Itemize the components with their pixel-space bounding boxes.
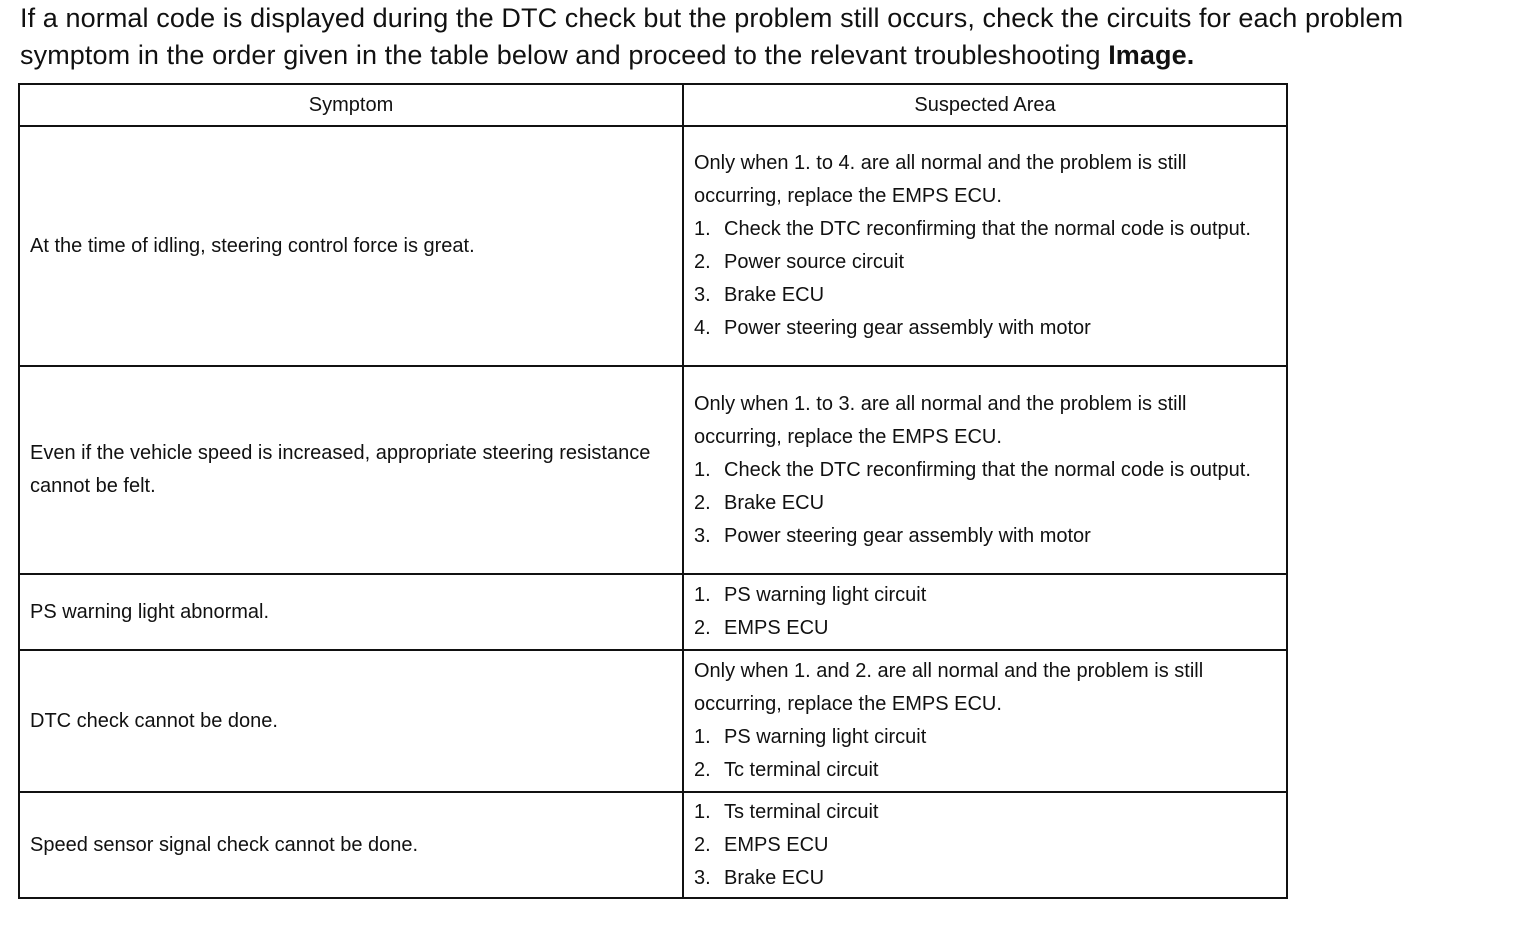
suspected-area-cell — [683, 792, 1287, 898]
item-text: Brake ECU — [724, 491, 825, 514]
symptom-table — [18, 83, 1288, 899]
table-row — [19, 574, 1287, 650]
list-item — [694, 213, 1276, 246]
suspected-area-cell — [683, 126, 1287, 366]
area-note: Only when 1. and 2. are all normal and the problem is still occurring, replace the EMPS ECU. — [694, 660, 1204, 715]
intro-text: If a normal code is displayed during the DTC check but the problem still occurs, check the circuits for each problem symptom in the order given in the table below and proceed to the relevant troubleshooting — [20, 3, 1404, 70]
item-number: 2. — [694, 251, 711, 273]
list-item — [694, 454, 1276, 487]
area-list — [694, 721, 1276, 787]
item-number: 1. — [694, 458, 711, 481]
table-row — [19, 126, 1287, 366]
area-note: Only when 1. to 4. are all normal and the problem is still occurring, replace the EMPS ECU. — [694, 152, 1187, 207]
item-number: 2. — [694, 759, 711, 781]
suspected-area-cell — [683, 366, 1287, 574]
item-text: PS warning light circuit — [724, 584, 927, 606]
item-text: Check the DTC reconfirming that the normal code is output. — [724, 458, 1251, 481]
symptom-cell: PS warning light abnormal. — [19, 574, 683, 650]
symptom-cell: Speed sensor signal check cannot be done. — [19, 792, 683, 898]
list-item — [694, 487, 1276, 520]
intro-last-word: Image. — [1108, 40, 1195, 70]
table-row — [19, 650, 1287, 792]
item-text: Check the DTC reconfirming that the normal code is output. — [724, 218, 1251, 240]
area-list — [694, 579, 1276, 645]
area-list — [694, 213, 1276, 345]
list-item — [694, 520, 1276, 553]
item-text: Power steering gear assembly with motor — [724, 524, 1091, 547]
list-item — [694, 312, 1276, 345]
area-note: Only when 1. to 3. are all normal and the problem is still occurring, replace the EMPS ECU. — [694, 392, 1187, 448]
item-number: 2. — [694, 617, 711, 639]
item-number: 1. — [694, 726, 711, 748]
item-number: 3. — [694, 284, 711, 306]
list-item — [694, 862, 1276, 895]
area-list — [694, 454, 1276, 553]
item-number: 1. — [694, 218, 711, 240]
item-number: 3. — [694, 866, 711, 889]
item-number: 2. — [694, 833, 711, 856]
item-number: 4. — [694, 317, 711, 339]
item-number: 1. — [694, 800, 711, 823]
suspected-area-cell — [683, 650, 1287, 792]
list-item — [694, 754, 1276, 787]
symptom-cell: At the time of idling, steering control force is great. — [19, 126, 683, 366]
intro-paragraph — [20, 0, 1510, 74]
item-text: Power steering gear assembly with motor — [724, 317, 1091, 339]
item-text: Brake ECU — [724, 866, 825, 889]
item-number: 3. — [694, 524, 711, 547]
header-suspected-area: Suspected Area — [683, 84, 1287, 126]
header-symptom: Symptom — [19, 84, 683, 126]
item-number: 1. — [694, 584, 711, 606]
table-header-row — [19, 84, 1287, 126]
list-item — [694, 796, 1276, 829]
suspected-area-cell — [683, 574, 1287, 650]
list-item — [694, 721, 1276, 754]
area-list — [694, 796, 1276, 895]
list-item — [694, 246, 1276, 279]
table-row — [19, 366, 1287, 574]
item-text: Ts terminal circuit — [724, 800, 879, 823]
table-row — [19, 792, 1287, 898]
list-item — [694, 279, 1276, 312]
symptom-cell: Even if the vehicle speed is increased, appropriate steering resistance cannot be felt. — [19, 366, 683, 574]
item-text: Tc terminal circuit — [724, 759, 879, 781]
item-text: PS warning light circuit — [724, 726, 927, 748]
list-item — [694, 612, 1276, 645]
item-text: EMPS ECU — [724, 833, 829, 856]
symptom-cell: DTC check cannot be done. — [19, 650, 683, 792]
item-text: Power source circuit — [724, 251, 905, 273]
list-item — [694, 829, 1276, 862]
list-item — [694, 579, 1276, 612]
item-number: 2. — [694, 491, 711, 514]
item-text: Brake ECU — [724, 284, 825, 306]
item-text: EMPS ECU — [724, 617, 829, 639]
